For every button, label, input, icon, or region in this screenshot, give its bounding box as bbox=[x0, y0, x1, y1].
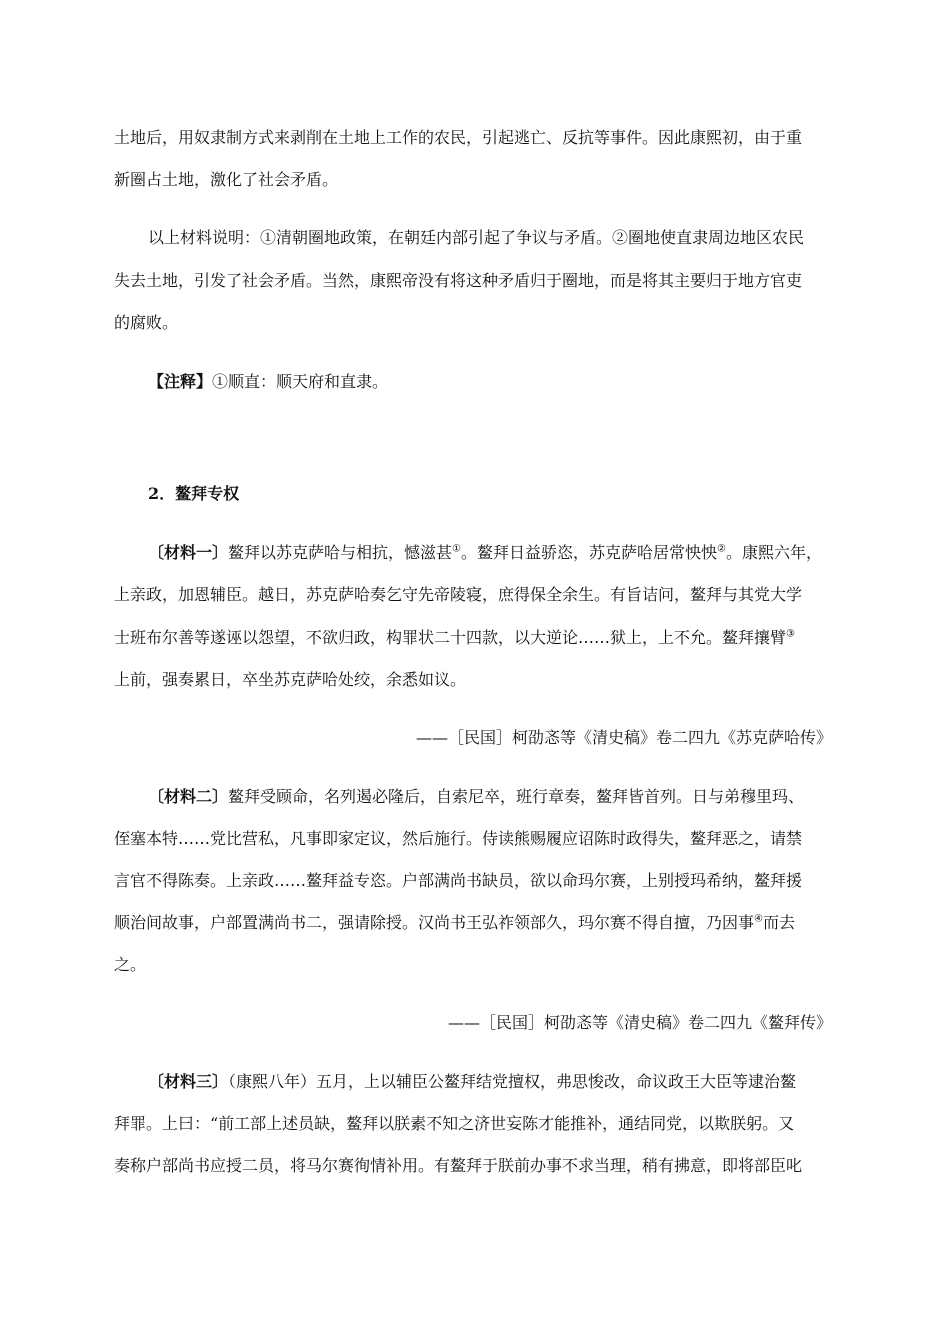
material1-line-1 bbox=[148, 543, 868, 563]
material1-text: 。鳌拜日益骄恣，苏克萨哈居常怏怏 bbox=[461, 543, 718, 562]
note-label: 【注释】 bbox=[148, 372, 213, 391]
material2-line-2: 侄塞本特……党比营私，凡事即家定议，然后施行。侍读熊赐履应诏陈时政得失，鳌拜恶之，请禁 bbox=[114, 829, 803, 848]
material2-line-5: 之。 bbox=[114, 955, 147, 974]
material3-text: （康熙八年）五月，上以辅臣公鳌拜结党擅权，弗思悛改，命议政王大臣等逮治鳌 bbox=[228, 1072, 797, 1091]
note-line bbox=[148, 372, 868, 392]
material3-line-1 bbox=[148, 1072, 868, 1092]
material2-text: 而去 bbox=[762, 913, 795, 932]
material3-label: 〔材料三〕 bbox=[148, 1072, 229, 1091]
material2-text: 顺治间故事，户部置满尚书二，强请除授。汉尚书王弘祚领部久，玛尔赛不得自擅，乃因事 bbox=[114, 913, 755, 932]
material1-text: 鳌拜以苏克萨哈与相抗，憾滋甚 bbox=[228, 543, 453, 562]
intro-line-2: 新圈占土地，激化了社会矛盾。 bbox=[114, 170, 339, 189]
material2-text: 鳌拜受顾命，名列遏必隆后，自索尼卒，班行章奏，鳌拜皆首列。日与弟穆里玛、 bbox=[228, 787, 805, 806]
footnote-ref-3: ③ bbox=[786, 628, 795, 640]
material1-text: 。康熙六年， bbox=[725, 543, 822, 562]
footnote-ref-4: ④ bbox=[754, 913, 763, 925]
footnote-ref-1: ① bbox=[452, 543, 461, 555]
material1-line-4: 上前，强奏累日，卒坐苏克萨哈处绞，余悉如议。 bbox=[114, 670, 467, 689]
material1-source: ——［民国］柯劭忞等《清史稿》卷二四九《苏克萨哈传》 bbox=[415, 728, 832, 747]
summary-line-3: 的腐败。 bbox=[114, 313, 179, 332]
material3-line-2: 拜罪。上曰：“前工部上述员缺，鳌拜以朕素不知之济世妄陈才能推补，通结同党，以欺朕躬。又 bbox=[114, 1114, 795, 1133]
material2-line-3: 言官不得陈奏。上亲政……鳌拜益专恣。户部满尚书缺员，欲以命玛尔赛，上别授玛希纳，鳌拜援 bbox=[114, 871, 803, 890]
material2-line-1 bbox=[148, 787, 868, 807]
summary-line-2: 失去土地，引发了社会矛盾。当然，康熙帝没有将这种矛盾归于圈地，而是将其主要归于地方官吏 bbox=[114, 271, 803, 290]
note-text: ①顺直：顺天府和直隶。 bbox=[212, 372, 389, 391]
material3-line-3: 奏称户部尚书应授二员，将马尔赛徇情补用。有鳌拜于朕前办事不求当理，稍有拂意，即将部臣叱 bbox=[114, 1156, 803, 1175]
section-title: 2．鳌拜专权 bbox=[148, 484, 240, 503]
footnote-ref-2: ② bbox=[717, 543, 726, 555]
material1-line-3 bbox=[114, 628, 834, 648]
material1-line-2: 上亲政，加恩辅臣。越日，苏克萨哈奏乞守先帝陵寝，庶得保全余生。有旨诘问，鳌拜与其党大学 bbox=[114, 585, 803, 604]
material2-label: 〔材料二〕 bbox=[148, 787, 229, 806]
material2-source: ——［民国］柯劭忞等《清史稿》卷二四九《鳌拜传》 bbox=[447, 1013, 832, 1032]
material1-text: 士班布尔善等遂诬以怨望，不欲归政，构罪状二十四款，以大逆论……狱上，上不允。鳌拜攘臂 bbox=[114, 628, 787, 647]
intro-line-1: 土地后，用奴隶制方式来剥削在土地上工作的农民，引起逃亡、反抗等事件。因此康熙初，由于重 bbox=[114, 128, 803, 147]
material1-label: 〔材料一〕 bbox=[148, 543, 229, 562]
summary-line-1: 以上材料说明：①清朝圈地政策，在朝廷内部引起了争议与矛盾。②圈地使直隶周边地区农民 bbox=[148, 228, 805, 247]
material2-line-4 bbox=[114, 913, 834, 933]
